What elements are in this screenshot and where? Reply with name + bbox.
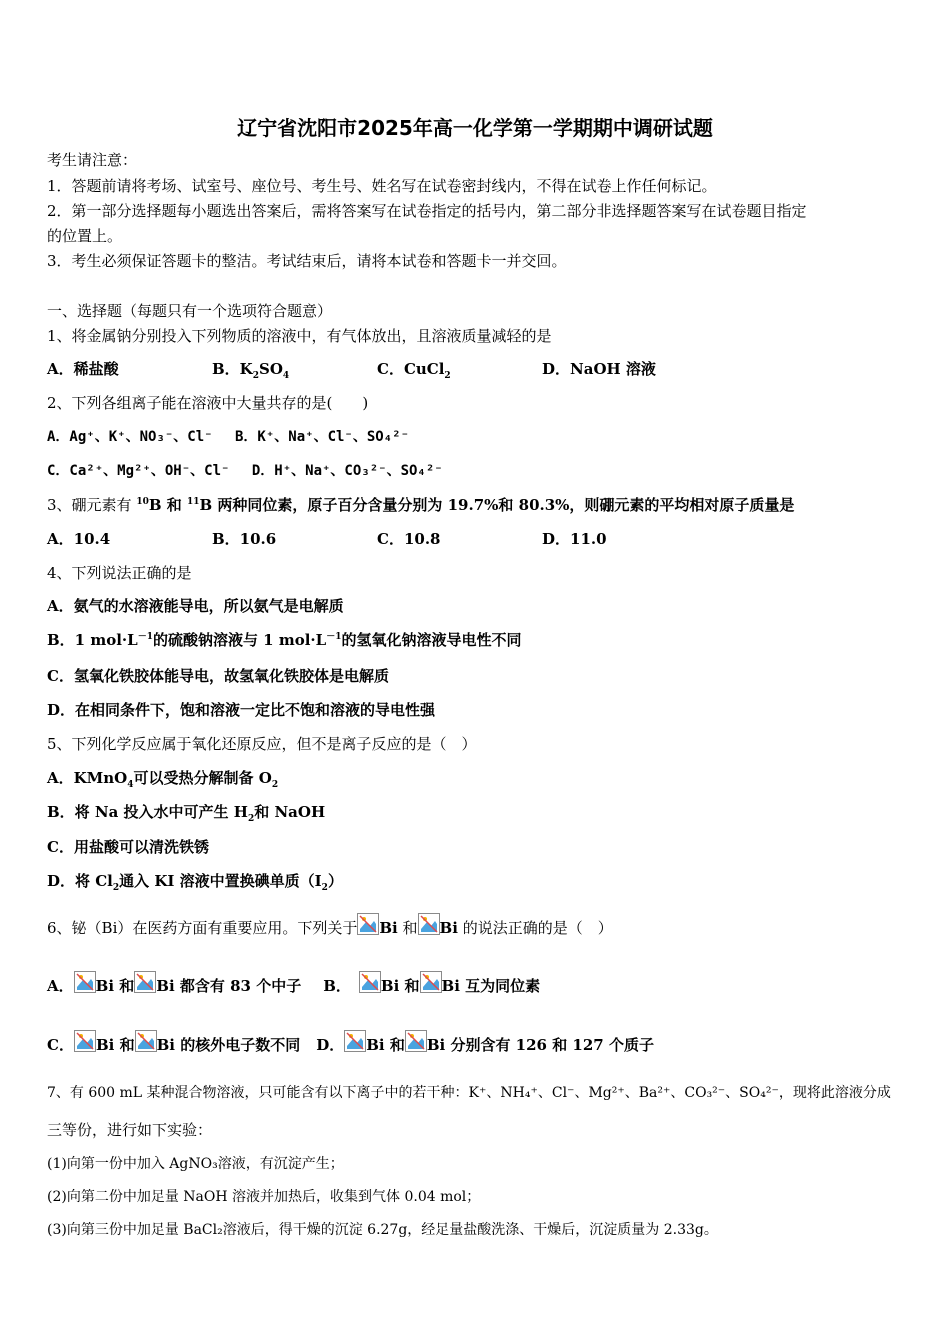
- q3-option-c: C．10.8: [377, 530, 441, 548]
- q4-option-b: B．1 $mol\cdot L^{-1}$的硫酸钠溶液与 1 $mol\cdot L^{-1}$的氢氧化钠溶液导电性不同: [47, 631, 522, 649]
- q1-option-d: D．NaOH 溶液: [542, 360, 656, 378]
- q1-option-c: C．CuCl$_2$: [377, 360, 451, 381]
- broken-image-icon: [357, 913, 379, 935]
- q5-stem: 5、下列化学反应属于氧化还原反应，但不是离子反应的是（ ）: [47, 735, 477, 753]
- q1-stem: 1、将金属钠分别投入下列物质的溶液中，有气体放出，且溶液质量减轻的是: [47, 327, 552, 345]
- page-title: 辽宁省沈阳市2025年高一化学第一学期期中调研试题: [237, 116, 713, 140]
- broken-image-icon: [405, 1030, 427, 1052]
- q6-stem: 6、铋（Bi）在医药方面有重要应用。下列关于 Bi 和 Bi 的说法正确的是（ ）: [47, 913, 613, 943]
- q5-option-a: A．KMnO$_4$可以受热分解制备 $O_2$: [47, 769, 279, 790]
- q3-option-b: B．10.6: [212, 530, 277, 548]
- notice-item-2-cont: 的位置上。: [47, 227, 123, 245]
- q7-stem-cont: 三等份，进行如下实验：: [47, 1121, 213, 1139]
- broken-image-icon: [135, 1030, 157, 1052]
- broken-image-icon: [74, 1030, 96, 1052]
- q3-option-a: A．10.4: [47, 530, 111, 548]
- q1-options: [47, 359, 656, 379]
- q2-options-ab: A．Ag⁺、K⁺、NO₃⁻、Cl⁻ B．K⁺、Na⁺、Cl⁻、SO₄²⁻: [47, 429, 410, 445]
- q4-option-a: A．氨气的水溶液能导电，所以氨气是电解质: [47, 597, 344, 615]
- q7-stem: 7、有 600 mL 某种混合物溶液，只可能含有以下离子中的若干种：K⁺、NH₄⁺、Cl⁻、Mg²⁺、Ba²⁺、CO₃²⁻、SO₄²⁻，现将此溶液分成: [47, 1085, 891, 1101]
- q4-option-d: D．在相同条件下，饱和溶液一定比不饱和溶液的导电性强: [47, 701, 436, 719]
- q3-options: [47, 529, 607, 549]
- q7-experiment-2: (2)向第二份中加足量 NaOH 溶液并加热后，收集到气体 0.04 mol；: [47, 1189, 481, 1205]
- q2-stem: 2、下列各组离子能在溶液中大量共存的是( ): [47, 394, 369, 412]
- broken-image-icon: [134, 971, 156, 993]
- broken-image-icon: [359, 971, 381, 993]
- notice-heading: 考生请注意：: [47, 151, 138, 169]
- q5-option-d: D．将 $Cl_2$通入 KI 溶液中置换碘单质$(I_2)$: [47, 872, 343, 893]
- broken-image-icon: [74, 971, 96, 993]
- notice-item-3: 3．考生必须保证答题卡的整洁。考试结束后，请将本试卷和答题卡一并交回。: [47, 252, 567, 270]
- broken-image-icon: [418, 913, 440, 935]
- q5-option-b: B．将 Na 投入水中可产生 $H_2$和 NaOH: [47, 803, 326, 824]
- q3-stem: 3、硼元素有 $^{10}$B 和 $^{11}$B 两种同位素，原子百分含量分别为 19.7%和 80.3%，则硼元素的平均相对原子质量是: [47, 496, 795, 514]
- broken-image-icon: [420, 971, 442, 993]
- q6-options-ab: A． Bi 和 Bi 都含有 83 个中子 B． Bi 和 Bi 互为同位素: [47, 966, 540, 1006]
- q7-experiment-3: (3)向第三份中加足量 BaCl₂溶液后，得干燥的沉淀 6.27g，经足量盐酸洗涤、干燥后，沉淀质量为 2.33g。: [47, 1222, 718, 1238]
- q6-options-cd: C． Bi 和 Bi 的核外电子数不同 D． Bi 和 Bi 分别含有 126 和 127 个质子: [47, 1025, 654, 1065]
- q1-option-b: B．$K_2SO_4$: [212, 360, 290, 381]
- q5-option-c: C．用盐酸可以清洗铁锈: [47, 838, 209, 856]
- q3-option-d: D．11.0: [542, 530, 607, 548]
- q4-option-c: C．氢氧化铁胶体能导电，故氢氧化铁胶体是电解质: [47, 667, 389, 685]
- q1-option-a: A．稀盐酸: [47, 360, 119, 378]
- notice-item-2: 2．第一部分选择题每小题选出答案后，需将答案写在试卷指定的括号内，第二部分非选择题答案写在试卷题目指定: [47, 202, 807, 220]
- broken-image-icon: [344, 1030, 366, 1052]
- q2-options-cd: C．Ca²⁺、Mg²⁺、OH⁻、Cl⁻ D．H⁺、Na⁺、CO₃²⁻、SO₄²⁻: [47, 463, 443, 479]
- section-heading: 一、选择题（每题只有一个选项符合题意）: [47, 302, 333, 320]
- q7-experiment-1: (1)向第一份中加入 AgNO₃溶液，有沉淀产生；: [47, 1156, 344, 1172]
- q4-stem: 4、下列说法正确的是: [47, 564, 192, 582]
- notice-item-1: 1．答题前请将考场、试室号、座位号、考生号、姓名写在试卷密封线内，不得在试卷上作任何标记。: [47, 177, 717, 195]
